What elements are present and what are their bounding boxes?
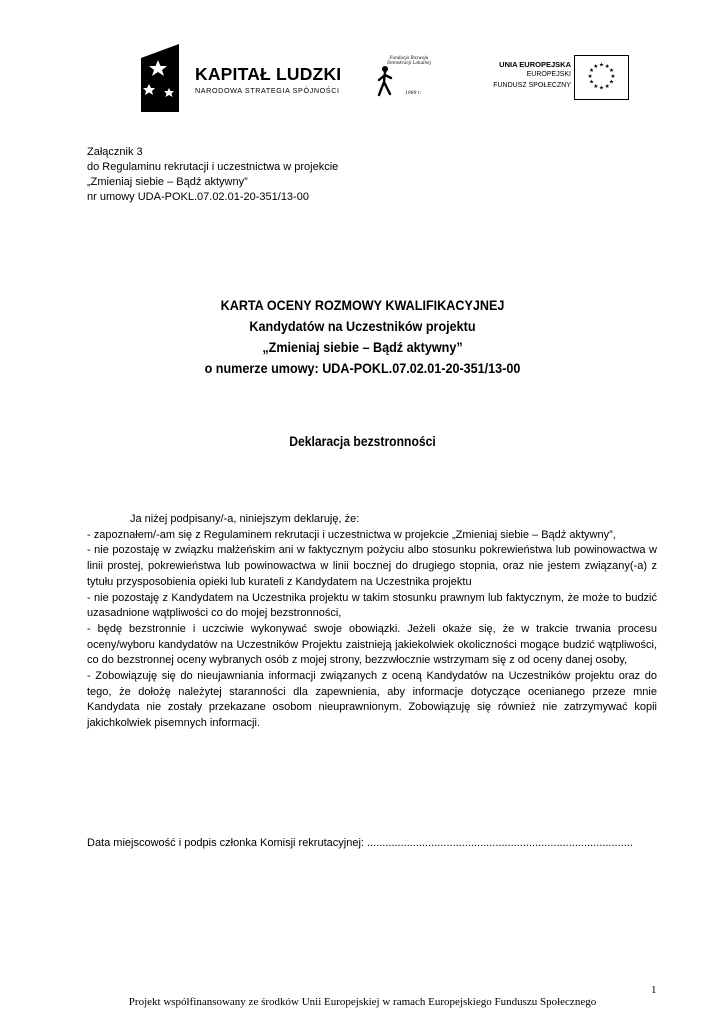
eu-flag-icon (574, 55, 629, 100)
annex-contract-number: nr umowy UDA-POKL.07.02.01-20-351/13-00 (87, 191, 309, 203)
kapital-ludzki-title: KAPITAŁ LUDZKI (195, 64, 342, 84)
svg-text:★: ★ (598, 85, 605, 92)
efs-line2: FUNDUSZ SPOŁECZNY (493, 82, 571, 89)
eu-efs-logo (476, 55, 629, 100)
declaration-intro: Ja niżej podpisany/-a, niniejszym deklaruję, że: (130, 513, 360, 525)
signature-line: Data miejscowość i podpis członka Komisji rekrutacyjnej: ....................................................................................... (87, 837, 633, 849)
efs-line1: EUROPEJSKI (526, 71, 571, 78)
svg-text:★: ★ (587, 73, 593, 80)
annex-number: Załącznik 3 (87, 146, 143, 158)
frdl-name: Fundacja Rozwoju Demokracji Lokalnej (387, 55, 431, 65)
svg-text:★: ★ (604, 64, 610, 71)
document-title-block (0, 295, 725, 379)
kapital-ludzki-subtitle: NARODOWA STRATEGIA SPÓJNOŚCI (195, 86, 340, 95)
declaration-body (87, 512, 657, 732)
svg-text:★: ★ (598, 62, 605, 69)
declaration-item: - będę bezstronnie i uczciwie wykonywać swoje obowiązki. Jeżeli okaże się, że w trakcie trwania procesu oceny/wyboru kandydatów na Uczestników Projektu zaistnieją jakiekolwiek okoliczności mogące budzić wątpliwości, co do bezstronnej oceny wybranych osób z mojej strony, bezzwłocznie wstrzymam się z od oceny danej osoby, (87, 622, 657, 667)
svg-text:★: ★ (610, 73, 616, 80)
page-number: 1 (651, 984, 657, 996)
declaration-item: - Zobowiązuję się do nieujawniania informacji związanych z oceną Kandydatów na Uczestników projektu oraz do tego, że dołożę należytej staranności dla zapewnienia, aby informacje dotyczące ocenianego przeze mnie Kandydata nie zostały przekazane osobom nieuprawnionym. Zobowiązuję się również nie zatrzymywać kopii jakichkolwiek pisemnych informacji. (87, 670, 657, 730)
frdl-logo (375, 55, 431, 103)
walking-figure-icon (375, 65, 395, 97)
svg-text:★: ★ (593, 83, 599, 90)
svg-text:★: ★ (604, 83, 610, 90)
annex-block (87, 145, 338, 205)
declaration-item: - nie pozostaję w związku małżeńskim ani w faktycznym pożyciu albo stosunku pokrewieństwa lub powinowactwa w linii prostej, pokrewieństwa lub powinowactwa w linii bocznej do drugiego stopnia, oraz nie jestem związany(-a) z tytułu przysposobienia opieki lub kurateli z Kandydatem na Uczestnika projektu (87, 544, 657, 588)
kapital-ludzki-logo (141, 44, 351, 112)
svg-text:★: ★ (593, 64, 599, 71)
annex-regulation: do Regulaminu rekrutacji i uczestnictwa w projekcie (87, 161, 339, 173)
footer-cofinancing-note: Projekt współfinansowany ze środków Unii Europejskiej w ramach Europejskiego Funduszu Społecznego (128, 996, 597, 1008)
eu-name: UNIA EUROPEJSKA (499, 60, 571, 69)
document-subtitle-contract: o numerze umowy: UDA-POKL.07.02.01-20-351/13-00 (204, 360, 521, 376)
document-subtitle-candidates: Kandydatów na Uczestników projektu (249, 318, 476, 334)
kapital-ludzki-emblem-icon (141, 44, 179, 112)
annex-project-name: „Zmieniaj siebie – Bądź aktywny” (87, 176, 248, 188)
svg-text:★: ★ (588, 68, 595, 75)
declaration-item: - nie pozostaję z Kandydatem na Uczestnika projektu w takim stosunku prawnym lub faktycznym, że może to budzić uzasadnione wątpliwości co do mojej bezstronności, (87, 591, 657, 620)
document-subtitle-project: „Zmieniaj siebie – Bądź aktywny” (262, 339, 463, 355)
svg-text:★: ★ (608, 79, 615, 86)
svg-text:★: ★ (608, 68, 615, 75)
declaration-heading: Deklaracja bezstronności (289, 434, 436, 449)
frdl-year: 1989 r. (405, 91, 421, 96)
declaration-item: - zapoznałem/-am się z Regulaminem rekrutacji i uczestnictwa w projekcie „Zmieniaj siebie – Bądź aktywny”, (87, 528, 616, 541)
svg-text:★: ★ (588, 79, 595, 86)
document-title: KARTA OCENY ROZMOWY KWALIFIKACYJNEJ (220, 297, 505, 313)
